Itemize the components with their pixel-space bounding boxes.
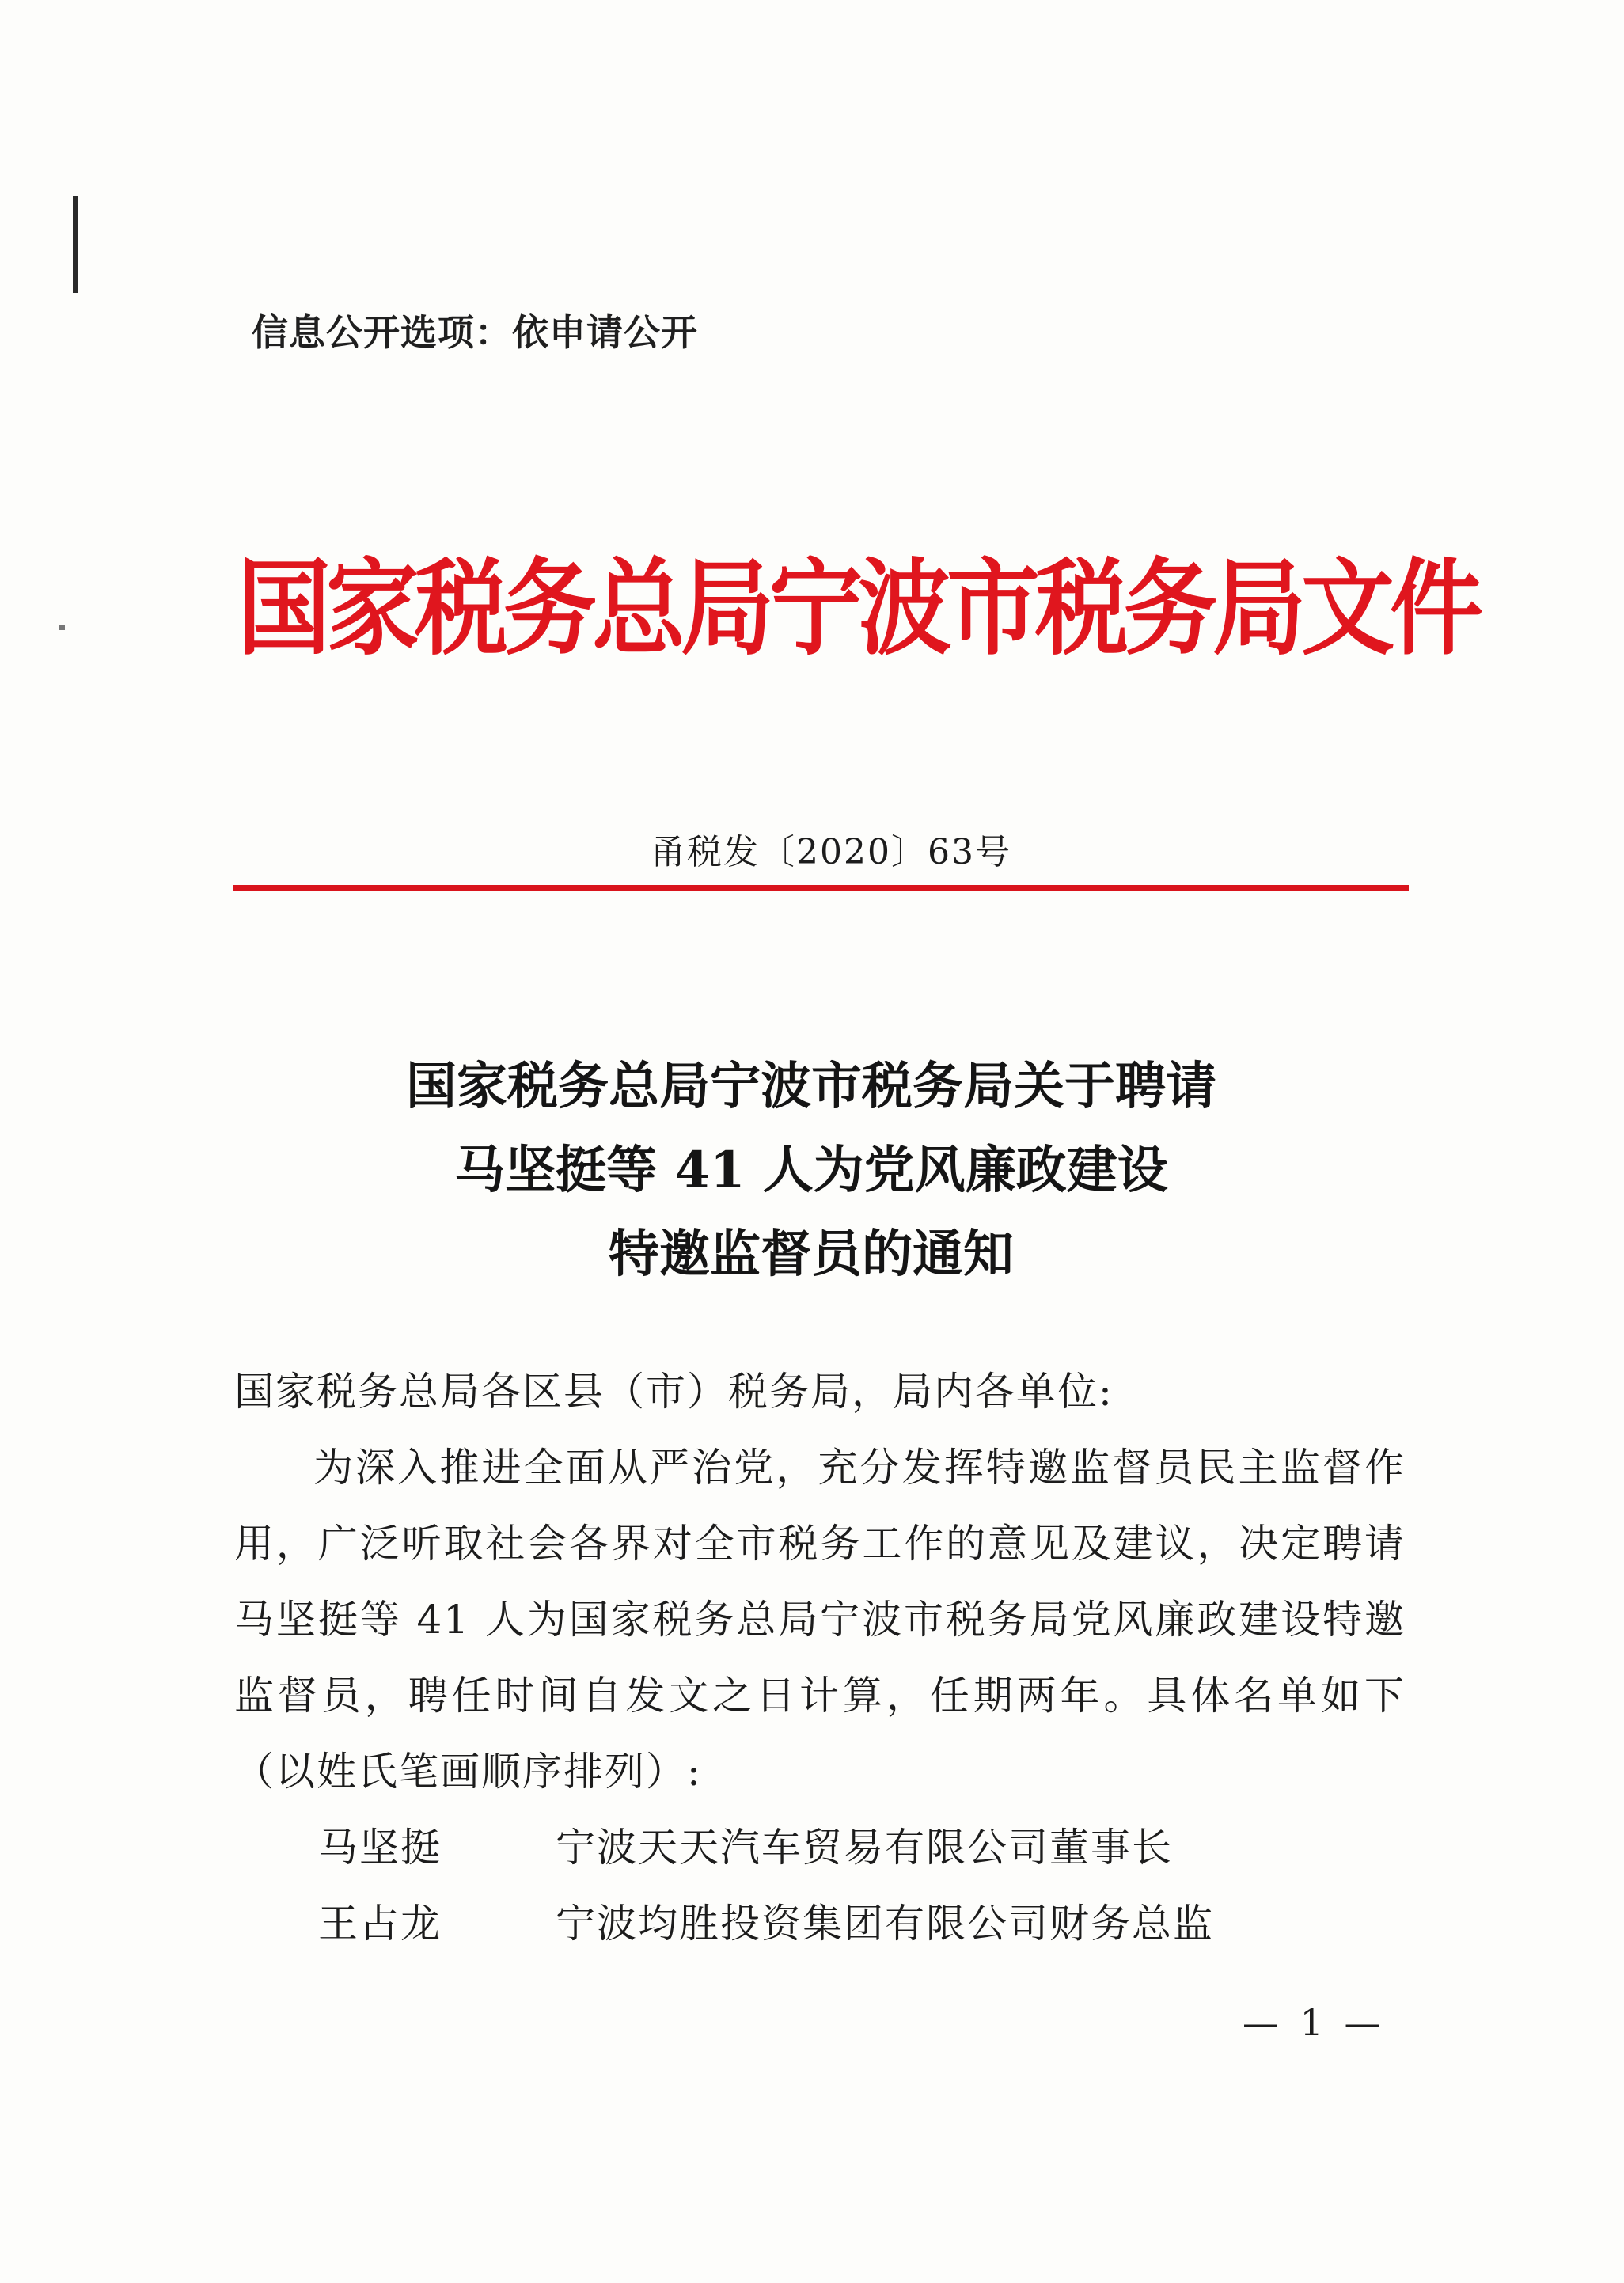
title-line: 特邀监督员的通知 [609, 1225, 1014, 1284]
member-title: 宁波天天汽车贸易有限公司董事长 [556, 1825, 1173, 1871]
page-number: — 1 — [1243, 2001, 1386, 2044]
binding-mark [73, 196, 78, 293]
member-name: 王占龙 [318, 1901, 442, 1947]
member-name: 马坚挺 [318, 1825, 442, 1871]
title-line: 国家税务总局宁波市税务局关于聘请 [406, 1057, 1216, 1116]
member-title: 宁波均胜投资集团有限公司财务总监 [556, 1901, 1214, 1947]
disclosure-option: 信息公开选项：依申请公开 [252, 311, 698, 354]
member-row [234, 1886, 1406, 1962]
binding-dot [59, 625, 65, 630]
member-row [234, 1810, 1406, 1886]
document-masthead: 国家税务总局宁波市税务局文件 [237, 546, 1479, 670]
salutation: 国家税务总局各区县（市）税务局，局内各单位: [234, 1369, 1114, 1415]
red-separator-line [233, 885, 1409, 891]
title-line: 马坚挺等 41 人为党风廉政建设 [454, 1141, 1168, 1200]
document-number: 甬税发〔2020〕63号 [651, 832, 1011, 872]
document-body [234, 1354, 1406, 1962]
body-paragraph: 为深入推进全面从严治党，充分发挥特邀监督员民主监督作用，广泛听取社会各界对全市税务工作的意见及建议，决定聘请马坚挺等 41 人为国家税务总局宁波市税务局党风廉政建设特邀监督员，聘任时间自发文之日计算，任期两年。具体名单如下（以姓氏笔画顺序排列）: [234, 1445, 1406, 1795]
document-title [237, 1045, 1385, 1297]
